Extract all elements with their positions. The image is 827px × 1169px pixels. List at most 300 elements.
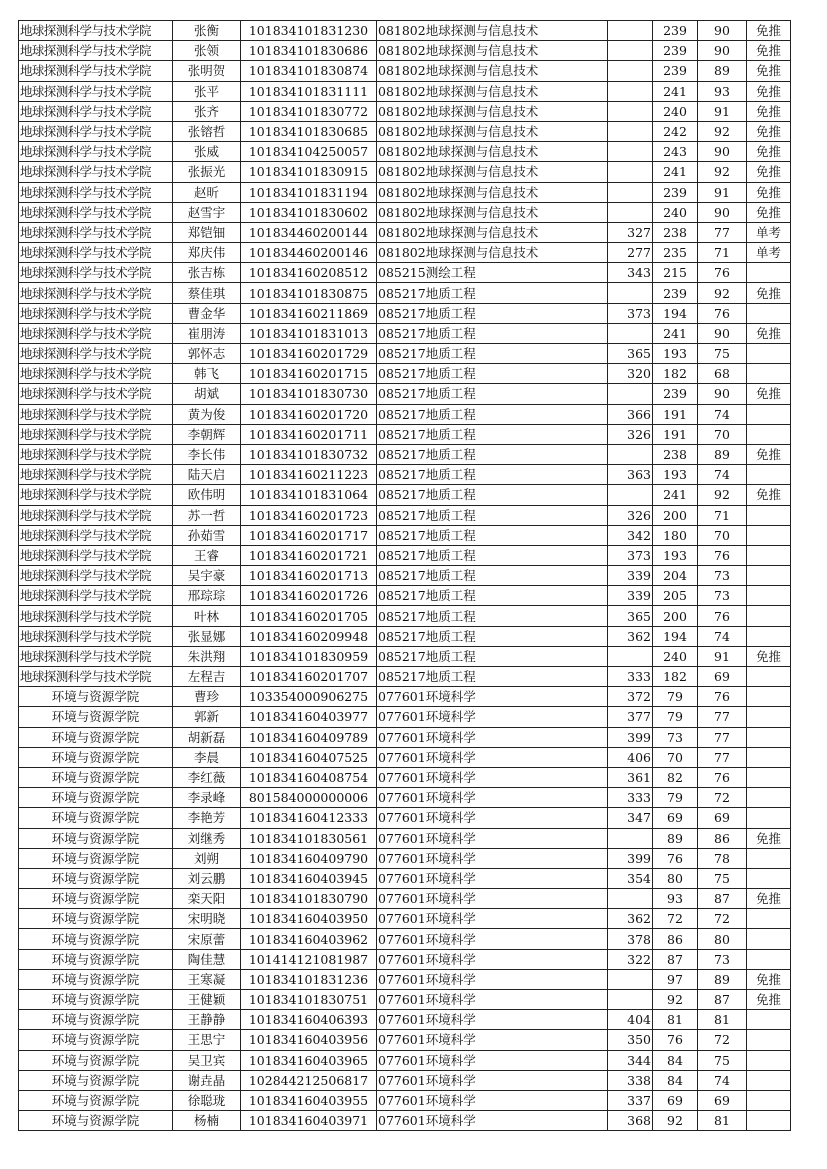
initial-score-cell: 333 — [608, 667, 653, 687]
college-cell: 地球探测科学与技术学院 — [19, 344, 173, 364]
table-row — [19, 525, 791, 545]
name-cell: 胡斌 — [173, 384, 241, 404]
name-cell: 黄为俊 — [173, 404, 241, 424]
retest-score-cell: 191 — [653, 404, 698, 424]
major-cell: 077601环境科学 — [377, 1070, 608, 1090]
note-cell — [747, 344, 791, 364]
name-cell: 蔡佳琪 — [173, 283, 241, 303]
college-cell: 地球探测科学与技术学院 — [19, 465, 173, 485]
name-cell: 陶佳慧 — [173, 949, 241, 969]
note-cell — [747, 949, 791, 969]
initial-score-cell: 406 — [608, 747, 653, 767]
name-cell: 叶林 — [173, 606, 241, 626]
overall-score-cell: 92 — [698, 485, 747, 505]
table-row — [19, 646, 791, 666]
name-cell: 吴卫宾 — [173, 1050, 241, 1070]
table-row — [19, 303, 791, 323]
name-cell: 邢琮琮 — [173, 586, 241, 606]
name-cell: 张平 — [173, 81, 241, 101]
name-cell: 胡新磊 — [173, 727, 241, 747]
name-cell: 王思宁 — [173, 1030, 241, 1050]
candidate-id-cell: 101834160201711 — [241, 424, 377, 444]
retest-score-cell: 241 — [653, 81, 698, 101]
name-cell: 张吉栋 — [173, 263, 241, 283]
table-row — [19, 909, 791, 929]
name-cell: 张衡 — [173, 21, 241, 41]
note-cell: 免推 — [747, 283, 791, 303]
initial-score-cell — [608, 283, 653, 303]
table-row — [19, 162, 791, 182]
initial-score-cell: 366 — [608, 404, 653, 424]
note-cell — [747, 1070, 791, 1090]
table-row — [19, 202, 791, 222]
overall-score-cell: 90 — [698, 41, 747, 61]
initial-score-cell — [608, 21, 653, 41]
name-cell: 苏一哲 — [173, 505, 241, 525]
college-cell: 环境与资源学院 — [19, 1070, 173, 1090]
college-cell: 地球探测科学与技术学院 — [19, 566, 173, 586]
note-cell: 免推 — [747, 384, 791, 404]
college-cell: 地球探测科学与技术学院 — [19, 646, 173, 666]
major-cell: 085217地质工程 — [377, 384, 608, 404]
college-cell: 环境与资源学院 — [19, 1090, 173, 1110]
initial-score-cell: 361 — [608, 767, 653, 787]
retest-score-cell: 193 — [653, 344, 698, 364]
table-row — [19, 969, 791, 989]
initial-score-cell: 322 — [608, 949, 653, 969]
retest-score-cell: 79 — [653, 788, 698, 808]
college-cell: 环境与资源学院 — [19, 727, 173, 747]
major-cell: 081802地球探测与信息技术 — [377, 182, 608, 202]
major-cell: 085217地质工程 — [377, 424, 608, 444]
college-cell: 环境与资源学院 — [19, 990, 173, 1010]
initial-score-cell: 350 — [608, 1030, 653, 1050]
initial-score-cell — [608, 646, 653, 666]
candidate-id-cell: 101834101831236 — [241, 969, 377, 989]
overall-score-cell: 69 — [698, 808, 747, 828]
table-row — [19, 606, 791, 626]
overall-score-cell: 72 — [698, 909, 747, 929]
college-cell: 地球探测科学与技术学院 — [19, 101, 173, 121]
name-cell: 张显娜 — [173, 626, 241, 646]
candidate-id-cell: 101834101830772 — [241, 101, 377, 121]
college-cell: 环境与资源学院 — [19, 687, 173, 707]
overall-score-cell: 69 — [698, 667, 747, 687]
major-cell: 077601环境科学 — [377, 1030, 608, 1050]
retest-score-cell: 93 — [653, 889, 698, 909]
candidate-id-cell: 101834160409790 — [241, 848, 377, 868]
note-cell — [747, 767, 791, 787]
college-cell: 地球探测科学与技术学院 — [19, 162, 173, 182]
table-row — [19, 788, 791, 808]
major-cell: 077601环境科学 — [377, 1010, 608, 1030]
name-cell: 李长伟 — [173, 444, 241, 464]
college-cell: 地球探测科学与技术学院 — [19, 323, 173, 343]
major-cell: 081802地球探测与信息技术 — [377, 162, 608, 182]
initial-score-cell: 337 — [608, 1090, 653, 1110]
note-cell — [747, 465, 791, 485]
name-cell: 孙茹雪 — [173, 525, 241, 545]
note-cell: 免推 — [747, 162, 791, 182]
overall-score-cell: 90 — [698, 384, 747, 404]
major-cell: 081802地球探测与信息技术 — [377, 41, 608, 61]
college-cell: 地球探测科学与技术学院 — [19, 243, 173, 263]
college-cell: 地球探测科学与技术学院 — [19, 626, 173, 646]
overall-score-cell: 78 — [698, 848, 747, 868]
note-cell: 免推 — [747, 81, 791, 101]
table-row — [19, 1050, 791, 1070]
candidate-id-cell: 101834160403950 — [241, 909, 377, 929]
major-cell: 077601环境科学 — [377, 990, 608, 1010]
overall-score-cell: 89 — [698, 969, 747, 989]
candidate-id-cell: 101834101831111 — [241, 81, 377, 101]
table-row — [19, 61, 791, 81]
retest-score-cell: 215 — [653, 263, 698, 283]
overall-score-cell: 90 — [698, 323, 747, 343]
college-cell: 环境与资源学院 — [19, 949, 173, 969]
name-cell: 刘朔 — [173, 848, 241, 868]
candidate-id-cell: 101834101830686 — [241, 41, 377, 61]
major-cell: 081802地球探测与信息技术 — [377, 101, 608, 121]
retest-score-cell: 239 — [653, 61, 698, 81]
admission-list-table — [18, 20, 791, 1131]
candidate-id-cell: 101834101831013 — [241, 323, 377, 343]
major-cell: 077601环境科学 — [377, 727, 608, 747]
major-cell: 077601环境科学 — [377, 929, 608, 949]
major-cell: 077601环境科学 — [377, 1111, 608, 1131]
overall-score-cell: 75 — [698, 344, 747, 364]
college-cell: 环境与资源学院 — [19, 707, 173, 727]
initial-score-cell: 399 — [608, 848, 653, 868]
retest-score-cell: 72 — [653, 909, 698, 929]
candidate-id-cell: 101834160407525 — [241, 747, 377, 767]
retest-score-cell: 238 — [653, 222, 698, 242]
overall-score-cell: 90 — [698, 142, 747, 162]
overall-score-cell: 89 — [698, 61, 747, 81]
initial-score-cell: 326 — [608, 424, 653, 444]
college-cell: 地球探测科学与技术学院 — [19, 404, 173, 424]
college-cell: 环境与资源学院 — [19, 747, 173, 767]
initial-score-cell: 327 — [608, 222, 653, 242]
initial-score-cell: 362 — [608, 909, 653, 929]
college-cell: 环境与资源学院 — [19, 1010, 173, 1030]
name-cell: 曹珍 — [173, 687, 241, 707]
table-row — [19, 444, 791, 464]
table-row — [19, 929, 791, 949]
name-cell: 郭新 — [173, 707, 241, 727]
initial-score-cell — [608, 162, 653, 182]
retest-score-cell: 243 — [653, 142, 698, 162]
note-cell — [747, 545, 791, 565]
table-row — [19, 727, 791, 747]
overall-score-cell: 91 — [698, 101, 747, 121]
initial-score-cell: 320 — [608, 364, 653, 384]
major-cell: 077601环境科学 — [377, 969, 608, 989]
name-cell: 徐聪珑 — [173, 1090, 241, 1110]
candidate-id-cell: 101834101830730 — [241, 384, 377, 404]
note-cell — [747, 424, 791, 444]
college-cell: 地球探测科学与技术学院 — [19, 586, 173, 606]
major-cell: 077601环境科学 — [377, 788, 608, 808]
major-cell: 085217地质工程 — [377, 505, 608, 525]
retest-score-cell: 240 — [653, 646, 698, 666]
note-cell — [747, 868, 791, 888]
college-cell: 地球探测科学与技术学院 — [19, 142, 173, 162]
initial-score-cell — [608, 969, 653, 989]
candidate-id-cell: 101834160211869 — [241, 303, 377, 323]
major-cell: 077601环境科学 — [377, 848, 608, 868]
table-row — [19, 990, 791, 1010]
note-cell: 免推 — [747, 61, 791, 81]
initial-score-cell — [608, 182, 653, 202]
college-cell: 环境与资源学院 — [19, 868, 173, 888]
overall-score-cell: 77 — [698, 222, 747, 242]
major-cell: 077601环境科学 — [377, 767, 608, 787]
major-cell: 077601环境科学 — [377, 828, 608, 848]
name-cell: 王健颖 — [173, 990, 241, 1010]
retest-score-cell: 84 — [653, 1050, 698, 1070]
note-cell: 免推 — [747, 182, 791, 202]
initial-score-cell: 377 — [608, 707, 653, 727]
initial-score-cell — [608, 81, 653, 101]
name-cell: 韩飞 — [173, 364, 241, 384]
table-row — [19, 81, 791, 101]
major-cell: 081802地球探测与信息技术 — [377, 142, 608, 162]
note-cell: 免推 — [747, 485, 791, 505]
name-cell: 郭怀志 — [173, 344, 241, 364]
candidate-id-cell: 103354000906275 — [241, 687, 377, 707]
college-cell: 环境与资源学院 — [19, 828, 173, 848]
note-cell — [747, 606, 791, 626]
table-row — [19, 808, 791, 828]
initial-score-cell: 404 — [608, 1010, 653, 1030]
overall-score-cell: 77 — [698, 727, 747, 747]
candidate-id-cell: 101834101831230 — [241, 21, 377, 41]
note-cell — [747, 707, 791, 727]
initial-score-cell: 333 — [608, 788, 653, 808]
table-row — [19, 21, 791, 41]
retest-score-cell: 92 — [653, 990, 698, 1010]
note-cell: 免推 — [747, 323, 791, 343]
college-cell: 地球探测科学与技术学院 — [19, 303, 173, 323]
initial-score-cell: 326 — [608, 505, 653, 525]
overall-score-cell: 76 — [698, 767, 747, 787]
overall-score-cell: 90 — [698, 21, 747, 41]
note-cell: 免推 — [747, 646, 791, 666]
candidate-id-cell: 101834160201707 — [241, 667, 377, 687]
name-cell: 李朝辉 — [173, 424, 241, 444]
table-row — [19, 889, 791, 909]
major-cell: 085217地质工程 — [377, 667, 608, 687]
table-row — [19, 545, 791, 565]
candidate-id-cell: 101834160403971 — [241, 1111, 377, 1131]
overall-score-cell: 81 — [698, 1010, 747, 1030]
initial-score-cell: 399 — [608, 727, 653, 747]
overall-score-cell: 68 — [698, 364, 747, 384]
name-cell: 杨楠 — [173, 1111, 241, 1131]
retest-score-cell: 239 — [653, 384, 698, 404]
major-cell: 081802地球探测与信息技术 — [377, 243, 608, 263]
major-cell: 077601环境科学 — [377, 747, 608, 767]
overall-score-cell: 92 — [698, 162, 747, 182]
note-cell — [747, 747, 791, 767]
note-cell — [747, 848, 791, 868]
candidate-id-cell: 101834101831064 — [241, 485, 377, 505]
note-cell — [747, 687, 791, 707]
candidate-id-cell: 101834101830602 — [241, 202, 377, 222]
table-row — [19, 222, 791, 242]
initial-score-cell: 372 — [608, 687, 653, 707]
college-cell: 环境与资源学院 — [19, 1030, 173, 1050]
retest-score-cell: 200 — [653, 606, 698, 626]
overall-score-cell: 76 — [698, 263, 747, 283]
initial-score-cell — [608, 202, 653, 222]
table-row — [19, 142, 791, 162]
overall-score-cell: 77 — [698, 747, 747, 767]
candidate-id-cell: 101834101830875 — [241, 283, 377, 303]
overall-score-cell: 75 — [698, 1050, 747, 1070]
major-cell: 085217地质工程 — [377, 566, 608, 586]
name-cell: 王睿 — [173, 545, 241, 565]
overall-score-cell: 71 — [698, 243, 747, 263]
college-cell: 地球探测科学与技术学院 — [19, 81, 173, 101]
college-cell: 地球探测科学与技术学院 — [19, 667, 173, 687]
note-cell — [747, 727, 791, 747]
initial-score-cell — [608, 828, 653, 848]
overall-score-cell: 89 — [698, 444, 747, 464]
table-row — [19, 949, 791, 969]
retest-score-cell: 89 — [653, 828, 698, 848]
candidate-id-cell: 101834160211223 — [241, 465, 377, 485]
retest-score-cell: 86 — [653, 929, 698, 949]
college-cell: 环境与资源学院 — [19, 848, 173, 868]
name-cell: 赵雪宇 — [173, 202, 241, 222]
note-cell — [747, 566, 791, 586]
table-row — [19, 243, 791, 263]
candidate-id-cell: 101834160403956 — [241, 1030, 377, 1050]
table-row — [19, 263, 791, 283]
note-cell — [747, 525, 791, 545]
note-cell — [747, 404, 791, 424]
overall-score-cell: 74 — [698, 465, 747, 485]
name-cell: 谢垚晶 — [173, 1070, 241, 1090]
retest-score-cell: 69 — [653, 1090, 698, 1110]
note-cell — [747, 263, 791, 283]
initial-score-cell: 362 — [608, 626, 653, 646]
initial-score-cell — [608, 142, 653, 162]
note-cell — [747, 626, 791, 646]
retest-score-cell: 193 — [653, 465, 698, 485]
college-cell: 地球探测科学与技术学院 — [19, 525, 173, 545]
candidate-id-cell: 101834160409789 — [241, 727, 377, 747]
retest-score-cell: 84 — [653, 1070, 698, 1090]
college-cell: 地球探测科学与技术学院 — [19, 41, 173, 61]
retest-score-cell: 180 — [653, 525, 698, 545]
table-row — [19, 323, 791, 343]
candidate-id-cell: 101834160201720 — [241, 404, 377, 424]
note-cell — [747, 788, 791, 808]
initial-score-cell: 378 — [608, 929, 653, 949]
major-cell: 085217地质工程 — [377, 404, 608, 424]
retest-score-cell: 70 — [653, 747, 698, 767]
table-row — [19, 121, 791, 141]
note-cell: 免推 — [747, 202, 791, 222]
overall-score-cell: 90 — [698, 202, 747, 222]
note-cell: 免推 — [747, 889, 791, 909]
retest-score-cell: 191 — [653, 424, 698, 444]
college-cell: 地球探测科学与技术学院 — [19, 505, 173, 525]
note-cell — [747, 364, 791, 384]
retest-score-cell: 69 — [653, 808, 698, 828]
overall-score-cell: 74 — [698, 626, 747, 646]
name-cell: 刘继秀 — [173, 828, 241, 848]
candidate-id-cell: 801584000000006 — [241, 788, 377, 808]
name-cell: 郑庆伟 — [173, 243, 241, 263]
name-cell: 宋明晓 — [173, 909, 241, 929]
candidate-id-cell: 101834101830685 — [241, 121, 377, 141]
initial-score-cell: 365 — [608, 344, 653, 364]
college-cell: 环境与资源学院 — [19, 969, 173, 989]
table-row — [19, 485, 791, 505]
initial-score-cell: 373 — [608, 303, 653, 323]
college-cell: 地球探测科学与技术学院 — [19, 283, 173, 303]
major-cell: 085217地质工程 — [377, 525, 608, 545]
table-row — [19, 41, 791, 61]
name-cell: 张镕哲 — [173, 121, 241, 141]
retest-score-cell: 238 — [653, 444, 698, 464]
table-row — [19, 283, 791, 303]
note-cell: 免推 — [747, 21, 791, 41]
major-cell: 081802地球探测与信息技术 — [377, 81, 608, 101]
college-cell: 地球探测科学与技术学院 — [19, 424, 173, 444]
major-cell: 077601环境科学 — [377, 707, 608, 727]
retest-score-cell: 92 — [653, 1111, 698, 1131]
major-cell: 085217地质工程 — [377, 344, 608, 364]
table-row — [19, 344, 791, 364]
candidate-id-cell: 101834460200144 — [241, 222, 377, 242]
major-cell: 081802地球探测与信息技术 — [377, 21, 608, 41]
candidate-id-cell: 101834160408754 — [241, 767, 377, 787]
overall-score-cell: 73 — [698, 949, 747, 969]
candidate-id-cell: 101834160403962 — [241, 929, 377, 949]
retest-score-cell: 79 — [653, 707, 698, 727]
note-cell: 单考 — [747, 243, 791, 263]
candidate-id-cell: 101834160403945 — [241, 868, 377, 888]
overall-score-cell: 77 — [698, 707, 747, 727]
name-cell: 张威 — [173, 142, 241, 162]
table-row — [19, 707, 791, 727]
retest-score-cell: 87 — [653, 949, 698, 969]
candidate-id-cell: 101834101830561 — [241, 828, 377, 848]
retest-score-cell: 204 — [653, 566, 698, 586]
name-cell: 李艳芳 — [173, 808, 241, 828]
table-row — [19, 868, 791, 888]
candidate-id-cell: 101834101830751 — [241, 990, 377, 1010]
retest-score-cell: 241 — [653, 323, 698, 343]
college-cell: 地球探测科学与技术学院 — [19, 182, 173, 202]
retest-score-cell: 239 — [653, 41, 698, 61]
note-cell: 免推 — [747, 41, 791, 61]
note-cell: 免推 — [747, 444, 791, 464]
college-cell: 地球探测科学与技术学院 — [19, 202, 173, 222]
table-row — [19, 465, 791, 485]
note-cell: 免推 — [747, 990, 791, 1010]
retest-score-cell: 182 — [653, 667, 698, 687]
name-cell: 王静静 — [173, 1010, 241, 1030]
major-cell: 085217地质工程 — [377, 283, 608, 303]
retest-score-cell: 194 — [653, 626, 698, 646]
initial-score-cell: 343 — [608, 263, 653, 283]
